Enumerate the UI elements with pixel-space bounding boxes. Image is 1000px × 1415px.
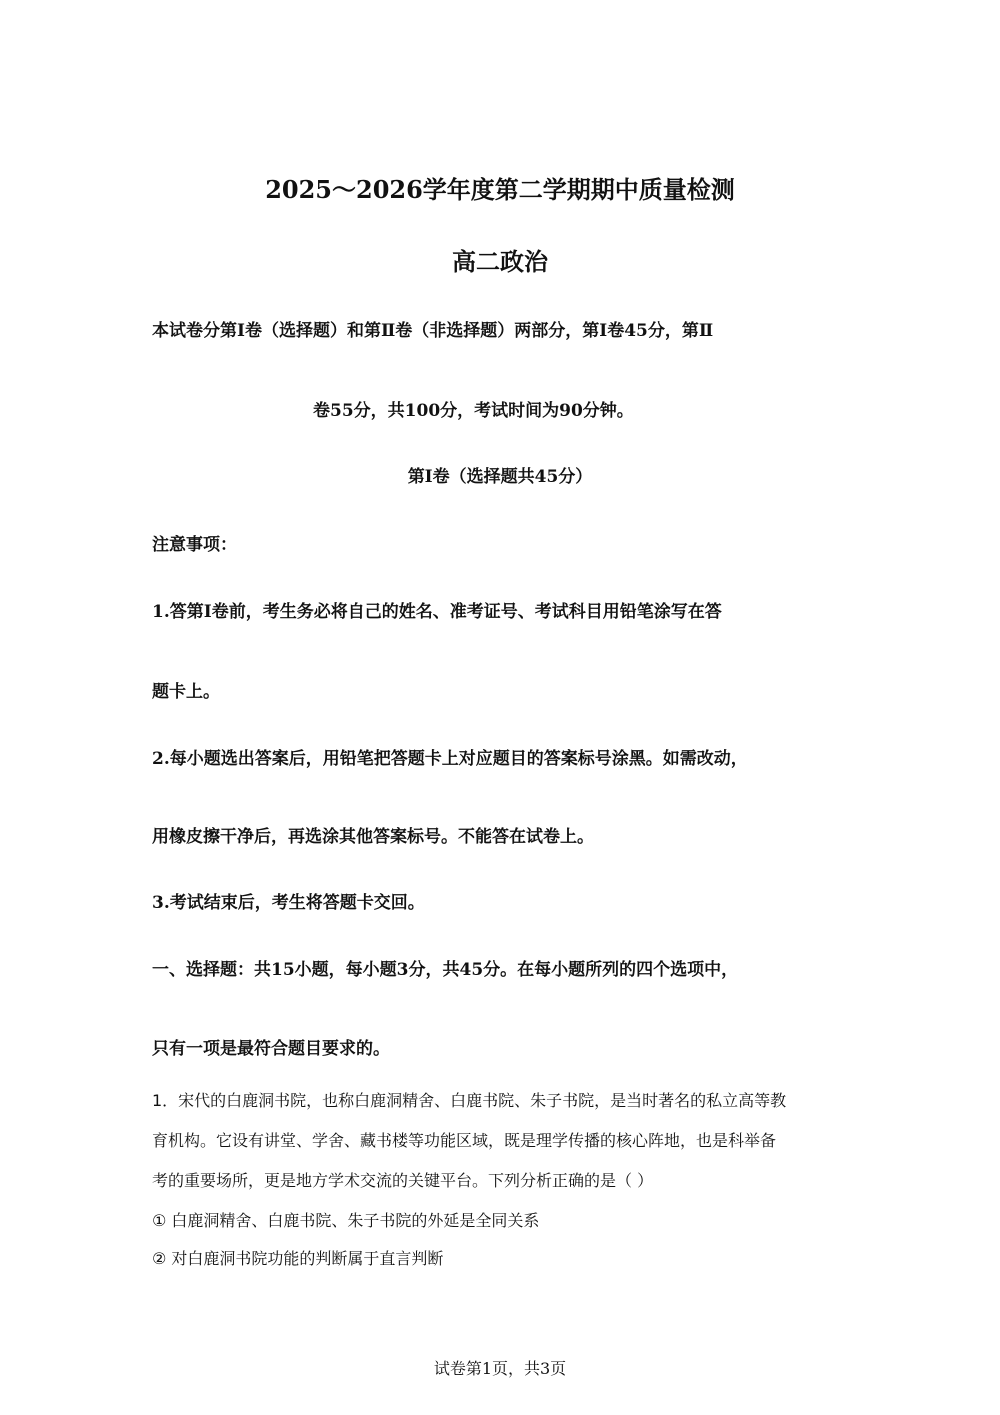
- notice-item-2-line-2: 用橡皮擦干净后，再选涂其他答案标号。不能答在试卷上。: [152, 827, 594, 847]
- exam-title: 2025～2026学年度第二学期期中质量检测: [265, 175, 735, 204]
- part-one-instructions-line-2: 只有一项是最符合题目要求的。: [152, 1039, 390, 1059]
- page-footer: 试卷第1页，共3页: [433, 1359, 567, 1378]
- intro-line-1: 本试卷分第Ⅰ卷（选择题）和第Ⅱ卷（非选择题）两部分，第Ⅰ卷45分，第Ⅱ: [152, 321, 714, 341]
- section-title: 第Ⅰ卷（选择题共45分）: [407, 467, 593, 487]
- question-1-option-1: ① 白鹿洞精舍、白鹿书院、朱子书院的外延是全同关系: [152, 1211, 540, 1230]
- question-1-line-3: 考的重要场所，更是地方学术交流的关键平台。下列分析正确的是（ ）: [152, 1171, 654, 1190]
- notice-heading: 注意事项：: [152, 535, 237, 555]
- question-1-line-1: 1．宋代的白鹿洞书院，也称白鹿洞精舍、白鹿书院、朱子书院，是当时著名的私立高等教: [152, 1091, 787, 1110]
- notice-item-2-line-1: 2.每小题选出答案后，用铅笔把答题卡上对应题目的答案标号涂黑。如需改动，: [152, 749, 748, 769]
- question-1-option-2: ② 对白鹿洞书院功能的判断属于直言判断: [152, 1249, 444, 1268]
- notice-item-1-line-1: 1.答第Ⅰ卷前，考生务必将自己的姓名、准考证号、考试科目用铅笔涂写在答: [152, 602, 722, 622]
- notice-item-1-line-2: 题卡上。: [152, 682, 220, 702]
- notice-item-3: 3.考试结束后，考生将答题卡交回。: [152, 893, 425, 913]
- intro-line-2: 卷55分，共100分，考试时间为90分钟。: [313, 401, 634, 421]
- subject-title: 高二政治: [452, 247, 548, 276]
- question-1-line-2: 育机构。它设有讲堂、学舍、藏书楼等功能区域，既是理学传播的核心阵地，也是科举备: [152, 1131, 777, 1150]
- part-one-instructions-line-1: 一、选择题：共15小题，每小题3分，共45分。在每小题所列的四个选项中，: [152, 960, 739, 980]
